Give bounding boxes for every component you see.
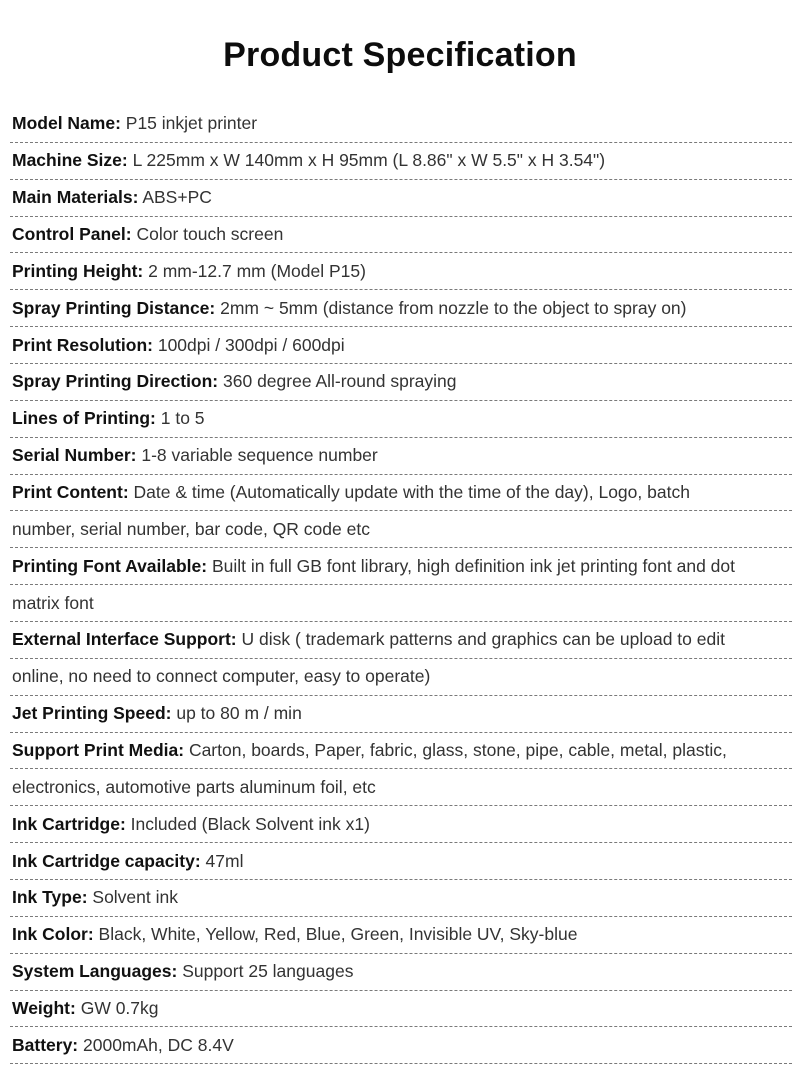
spec-line <box>10 290 792 327</box>
spec-value: up to 80 m / min <box>171 703 302 724</box>
spec-label: Support Print Media: <box>12 740 185 761</box>
spec-label: Model Name: <box>12 113 121 134</box>
spec-value: Carton, boards, Paper, fabric, glass, stone, pipe, cable, metal, plastic, <box>184 740 727 761</box>
spec-label: Ink Type: <box>12 887 88 908</box>
spec-value: 100dpi / 300dpi / 600dpi <box>152 334 345 355</box>
spec-label: Print Resolution: <box>12 334 153 355</box>
spec-value: Date & time (Automatically update with the time of the day), Logo, batch <box>128 482 690 503</box>
spec-line <box>10 438 792 475</box>
spec-label: System Languages: <box>12 961 178 982</box>
spec-line <box>10 991 792 1028</box>
spec-line <box>10 696 792 733</box>
spec-value: 47ml <box>200 850 244 871</box>
spec-value: 2mm ~ 5mm (distance from nozzle to the object to spray on) <box>215 297 687 318</box>
spec-value: Included (Black Solvent ink x1) <box>125 813 370 834</box>
spec-value: 1 to 5 <box>155 408 205 429</box>
spec-line <box>10 954 792 991</box>
spec-value: 1-8 variable sequence number <box>136 445 378 466</box>
spec-label: Main Materials: <box>12 187 139 208</box>
spec-label: Battery: <box>12 1034 79 1055</box>
spec-value: Built in full GB font library, high definition ink jet printing font and dot <box>207 555 735 576</box>
spec-list <box>10 106 792 1064</box>
spec-line <box>10 585 792 622</box>
spec-line <box>10 327 792 364</box>
spec-value: GW 0.7kg <box>75 998 159 1019</box>
spec-line <box>10 622 792 659</box>
spec-value: online, no need to connect computer, easy to operate) <box>12 666 431 687</box>
spec-label: Spray Printing Distance: <box>12 297 216 318</box>
spec-label: Ink Cartridge capacity: <box>12 850 201 871</box>
spec-line <box>10 659 792 696</box>
spec-value: U disk ( trademark patterns and graphics can be upload to edit <box>236 629 725 650</box>
spec-line <box>10 806 792 843</box>
spec-value: Solvent ink <box>87 887 178 908</box>
spec-label: Machine Size: <box>12 150 128 171</box>
spec-line <box>10 143 792 180</box>
spec-label: Weight: <box>12 998 76 1019</box>
spec-line <box>10 548 792 585</box>
spec-label: Print Content: <box>12 482 129 503</box>
spec-value: number, serial number, bar code, QR code etc <box>12 518 370 539</box>
spec-line <box>10 843 792 880</box>
spec-line <box>10 401 792 438</box>
spec-label: Printing Font Available: <box>12 555 208 576</box>
spec-value: Color touch screen <box>131 224 284 244</box>
spec-line <box>10 364 792 401</box>
spec-line <box>10 217 792 254</box>
spec-line <box>10 880 792 917</box>
spec-line <box>10 769 792 806</box>
spec-value: L 225mm x W 140mm x H 95mm (L 8.86" x W 5.5" x H 3.54") <box>127 150 606 171</box>
spec-line <box>10 106 792 143</box>
spec-value: 2 mm-12.7 mm (Model P15) <box>143 260 366 281</box>
spec-label: Serial Number: <box>12 445 137 466</box>
page-title: Product Specification <box>223 36 577 74</box>
spec-label: Printing Height: <box>12 260 144 281</box>
spec-line <box>10 180 792 217</box>
spec-value: 360 degree All-round spraying <box>218 371 457 392</box>
spec-value: Black, White, Yellow, Red, Blue, Green, Invisible UV, Sky-blue <box>93 924 578 945</box>
spec-label: Control Panel: <box>12 224 132 244</box>
spec-value: ABS+PC <box>138 187 212 208</box>
spec-label: Jet Printing Speed: <box>12 703 172 724</box>
spec-label: Ink Cartridge: <box>12 813 126 834</box>
spec-label: External Interface Support: <box>12 629 237 650</box>
spec-value: Support 25 languages <box>177 961 354 982</box>
spec-value: P15 inkjet printer <box>120 113 258 134</box>
spec-value: matrix font <box>12 592 94 613</box>
spec-label: Lines of Printing: <box>12 408 156 429</box>
spec-line <box>10 253 792 290</box>
spec-line <box>10 511 792 548</box>
spec-line <box>10 917 792 954</box>
spec-line <box>10 733 792 770</box>
spec-value: electronics, automotive parts aluminum foil, etc <box>12 776 376 797</box>
spec-value: 2000mAh, DC 8.4V <box>78 1034 234 1055</box>
spec-label: Ink Color: <box>12 924 94 945</box>
spec-line <box>10 475 792 512</box>
spec-line <box>10 1027 792 1064</box>
spec-label: Spray Printing Direction: <box>12 371 219 392</box>
